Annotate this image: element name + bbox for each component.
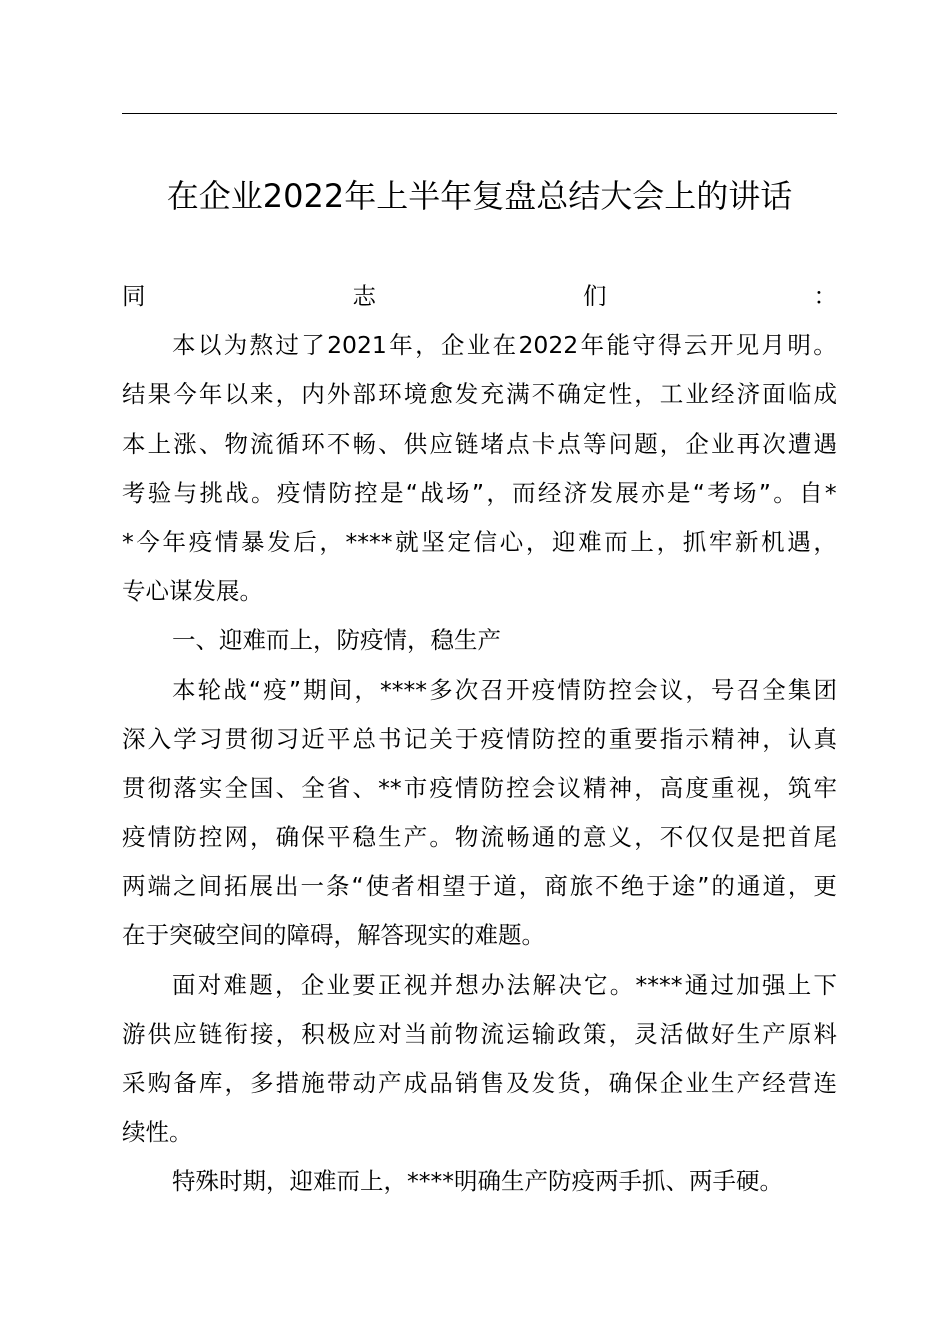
text-line: 贯 彻 落 实 全 国 、 全 省 、 ** 市 疫 情 防 控 会 议 精 神 ， 高 度 重 视 ， 筑 牢 [122, 773, 837, 802]
text-line: 疫 情 防 控 网 ， 确 保 平 稳 生 产 。 物 流 畅 通 的 意 义 ， 不 仅 仅 是 把 首 尾 [122, 823, 837, 852]
text-line [122, 1157, 837, 1206]
paragraph-lines [122, 321, 837, 1206]
text-line-content: 特殊时期，迎难而上，****明确生产防疫两手抓、两手硬。 [172, 1167, 783, 1196]
page-title: 在企业2022年上半年复盘总结大会上的讲话 [166, 177, 793, 215]
text-line [122, 911, 837, 960]
header-rule [122, 113, 837, 114]
salutation: 同 志 们 ： [122, 282, 837, 310]
text-line [122, 616, 837, 665]
text-line-content: 续性。 [122, 1118, 193, 1147]
text-line: 采 购 备 库 ， 多 措 施 带 动 产 成 品 销 售 及 发 货 ， 确 保 企 业 生 产 经 营 连 [122, 1069, 837, 1097]
text-line [122, 567, 837, 616]
text-line-content: 在于突破空间的障碍，解答现实的难题。 [122, 921, 545, 950]
text-line: 面 对 难 题 ， 企 业 要 正 视 并 想 办 法 解 决 它 。 **** 通 过 加 强 上 下 [172, 970, 837, 999]
text-line [122, 1108, 837, 1157]
text-line: 结 果 今 年 以 来 ， 内 外 部 环 境 愈 发 充 满 不 确 定 性 ， 工 业 经 济 面 临 成 [122, 380, 837, 409]
text-line: 游 供 应 链 衔 接 ， 积 极 应 对 当 前 物 流 运 输 政 策 ， 灵 活 做 好 生 产 原 料 [122, 1019, 837, 1048]
text-line: 考 验 与 挑 战 。 疫 情 防 控 是 “ 战 场 ” ， 而 经 济 发 展 亦 是 “ 考 场 ” 。 自 * [122, 478, 837, 507]
text-line: 本 轮 战 “ 疫 ” 期 间 ， **** 多 次 召 开 疫 情 防 控 会 议 ， 号 召 全 集 团 [172, 675, 837, 704]
text-line: 本 上 涨 、 物 流 循 环 不 畅 、 供 应 链 堵 点 卡 点 等 问 题 ， 企 业 再 次 遭 遇 [122, 429, 837, 458]
text-line: * 今 年 疫 情 暴 发 后 ， **** 就 坚 定 信 心 ， 迎 难 而 上 ， 抓 牢 新 机 遇 ， [122, 527, 837, 556]
document-body [122, 272, 837, 1207]
text-line-content: 一、迎难而上，防疫情，稳生产 [172, 626, 501, 655]
text-line-content: 专心谋发展。 [122, 577, 263, 606]
text-line: 本 以 为 熬 过 了 2021 年 ， 企 业 在 2022 年 能 守 得 云 开 见 月 明 。 [172, 331, 837, 360]
text-line: 两 端 之 间 拓 展 出 一 条 “ 使 者 相 望 于 道 ， 商 旅 不 绝 于 途 ” 的 通 道 ， 更 [122, 872, 837, 901]
text-line: 深 入 学 习 贯 彻 习 近 平 总 书 记 关 于 疫 情 防 控 的 重 要 指 示 精 神 ， 认 真 [122, 724, 837, 753]
